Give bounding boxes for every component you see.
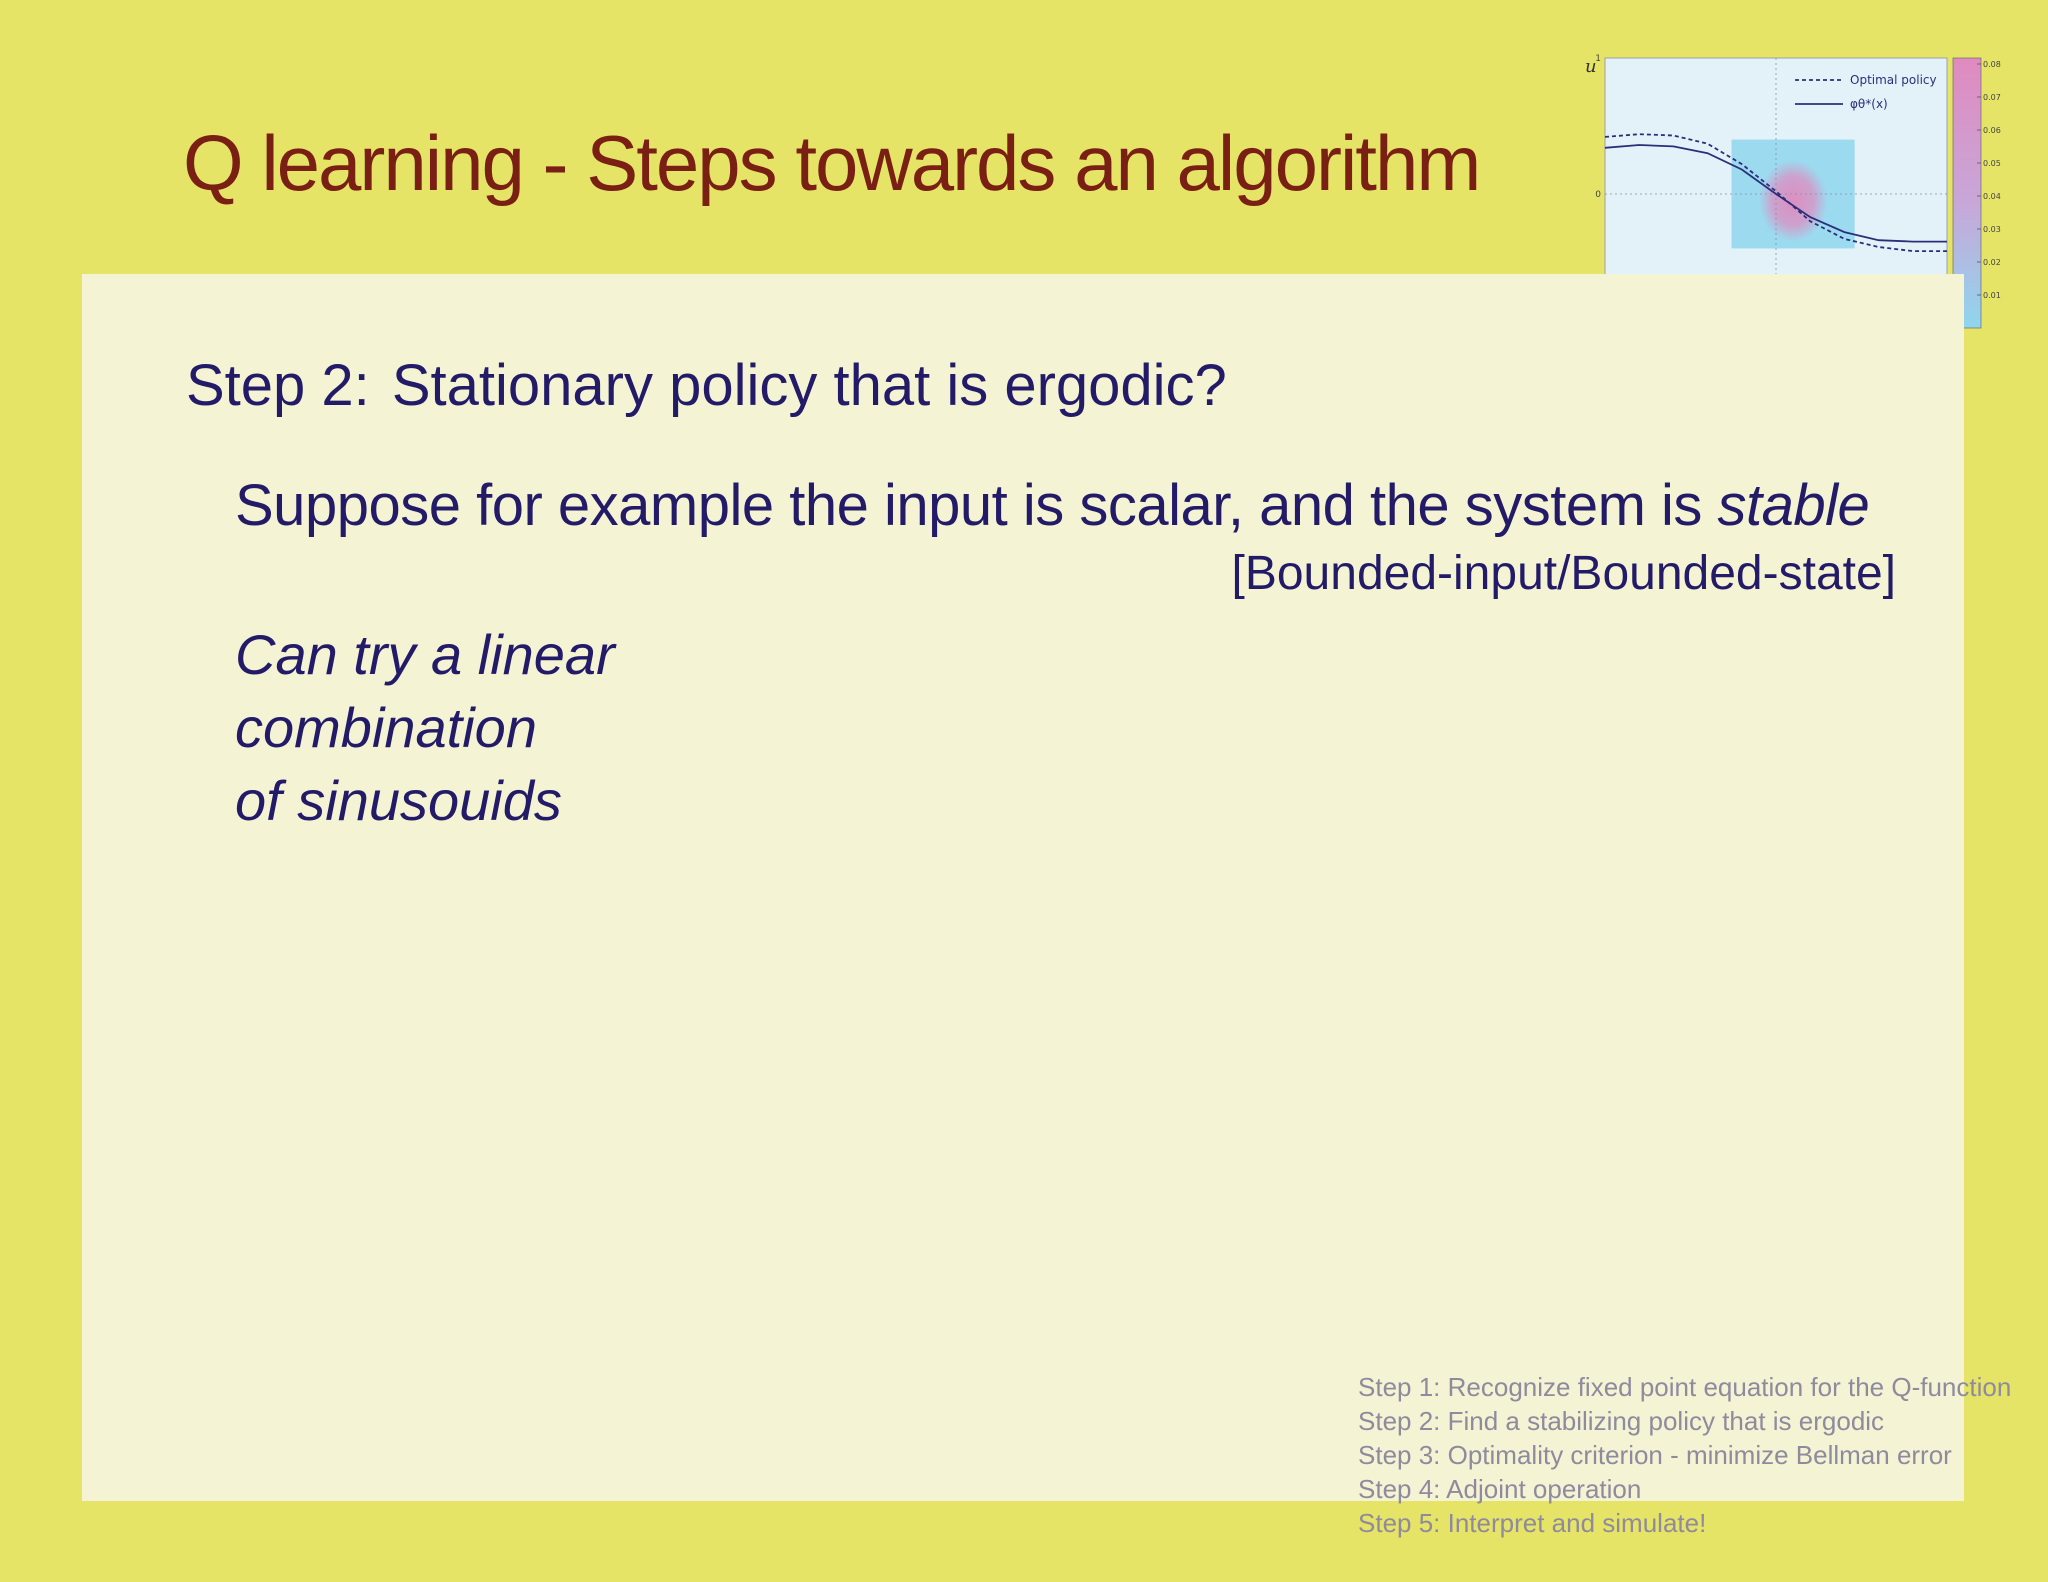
y-tick-label: 1: [1595, 54, 1601, 64]
colorbar-tick-label: 0.08: [1983, 60, 2001, 69]
heat-hotspot: [1759, 160, 1827, 242]
italic-line: combination: [235, 696, 537, 759]
body-line-1: [235, 472, 1869, 539]
content-panel: [82, 274, 1964, 1501]
legend-label: φθ*(x): [1850, 97, 1888, 111]
colorbar-tick-label: 0.06: [1983, 126, 2001, 135]
body-line-1-italic: stable: [1717, 473, 1870, 538]
step-heading: [186, 352, 1227, 419]
y-tick-label: 0: [1595, 190, 1601, 200]
colorbar-tick-label: 0.05: [1983, 159, 2001, 168]
italic-block: [235, 618, 615, 837]
colorbar-tick-label: 0.01: [1983, 291, 2001, 300]
outline-step: Step 1: Recognize fixed point equation for the Q-function: [1358, 1372, 2012, 1402]
italic-line: of sinusouids: [235, 769, 562, 832]
bracket-note: [Bounded-input/Bounded-state]: [1231, 547, 1896, 600]
slide-title: Q learning - Steps towards an algorithm: [183, 119, 1480, 207]
colorbar-tick-label: 0.04: [1983, 192, 2001, 201]
step-heading-label: Step 2:: [186, 353, 370, 418]
italic-line: Can try a linear: [235, 623, 615, 686]
colorbar-tick-label: 0.07: [1983, 93, 2001, 102]
outline-step: Step 5: Interpret and simulate!: [1358, 1508, 1707, 1538]
colorbar-tick-label: 0.03: [1983, 225, 2001, 234]
colorbar-tick-label: 0.02: [1983, 258, 2001, 267]
step-heading-text: Stationary policy that is ergodic?: [391, 353, 1227, 418]
body-line-1-plain: Suppose for example the input is scalar, and the system is: [235, 473, 1718, 538]
outline-step: Step 3: Optimality criterion - minimize Bellman error: [1358, 1440, 1952, 1470]
steps-outline: [1358, 1370, 2011, 1540]
y-axis-label: u: [1585, 56, 1597, 77]
outline-step: Step 2: Find a stabilizing policy that is ergodic: [1358, 1406, 1885, 1436]
legend-label: Optimal policy: [1850, 73, 1937, 87]
outline-step: Step 4: Adjoint operation: [1358, 1474, 1642, 1504]
